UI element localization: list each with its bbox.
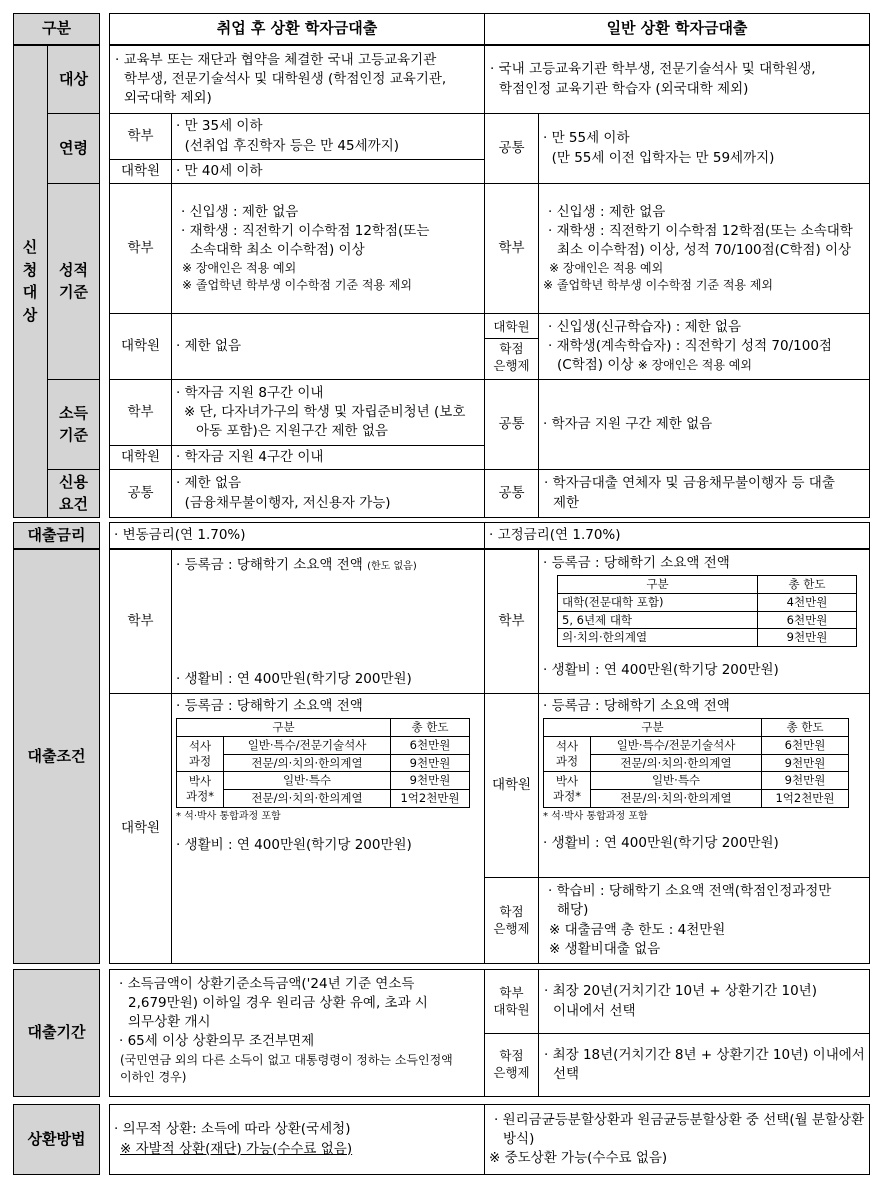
interest-a: · 변동금리(연 1.70%) bbox=[110, 523, 485, 549]
interest-block bbox=[13, 522, 870, 544]
interest-label: 대출금리 bbox=[14, 523, 100, 549]
cond-a-undergrad-living: · 생활비 : 연 400만원(학기당 200만원) bbox=[176, 670, 412, 687]
credit-label: 신용 요건 bbox=[48, 470, 100, 518]
grades-a-grad: · 제한 없음 bbox=[172, 314, 485, 380]
repayment-a: · 의무적 상환: 소득에 따라 상환(국세청) ※ 자발적 상환(재단) 가능(수수료 없음) bbox=[110, 1105, 485, 1175]
income-a-undergrad: · 학자금 지원 8구간 이내 ※ 단, 다자녀가구의 학생 및 자립준비청년 (보호 아동 포함)은 지원구간 제한 없음 bbox=[172, 380, 485, 446]
cond-a-grad-label: 대학원 bbox=[110, 694, 172, 964]
table-row: 5, 6년제 대학 6천만원 bbox=[558, 611, 857, 629]
cond-b-creditbank: · 학습비 : 당해학기 소요액 전액(학점인정과정만 해당) ※ 대출금액 총 한도 : 4천만원 ※ 생활비대출 없음 bbox=[539, 878, 870, 964]
credit-a-common-label: 공통 bbox=[110, 470, 172, 518]
table-row: 전문/의·치의·한의계열 1억2천만원 bbox=[177, 789, 470, 807]
grades-b-grad-labels: 대학원 학점 은행제 bbox=[485, 314, 539, 380]
grad-limit-table-b: 구분 총 한도 석사 과정 일반·특수/전문기술석사 6천만원 전문/의·치의·한의계열 9천만원 박사 과정* 일반·특수 9천만원 전문/의·치의·한의계열 1억2천만원 bbox=[543, 718, 849, 807]
income-a-grad: · 학자금 지원 4구간 이내 bbox=[172, 446, 485, 470]
table-row: 박사 과정* 일반·특수 9천만원 bbox=[177, 772, 470, 790]
conditions-block bbox=[13, 549, 870, 963]
income-grad-label: 대학원 bbox=[110, 446, 172, 470]
undergrad-limit-table: 구분 총 한도 대학(전문대학 포함) 4천만원 5, 6년제 대학 6천만원 의·치의·한의계열 9천만원 bbox=[557, 575, 857, 647]
cond-b-grad: · 등록금 : 당해학기 소요액 전액 구분 총 한도 석사 과정 일반·특수/전문기술석사 6천만원 전문/의·치의·한의계열 9천만원 박사 과정* 일반·특수 9천만원 전문/의·치의·한의계열 1억2천만원 * 석·박사 통합과정 포함 · 생활비 : 연 400만원(학기당 200만원) bbox=[539, 694, 870, 878]
interest-b: · 고정금리(연 1.70%) bbox=[485, 523, 870, 549]
age-b: · 만 55세 이하 (만 55세 이전 입학자는 만 59세까지) bbox=[539, 114, 870, 184]
credit-a: · 제한 없음 (금융채무불이행자, 저신용자 가능) bbox=[172, 470, 485, 518]
age-undergrad-label: 학부 bbox=[110, 114, 172, 160]
age-a-undergrad: · 만 35세 이하 (선취업 후진학자 등은 만 45세까지) bbox=[172, 114, 485, 160]
income-undergrad-label: 학부 bbox=[110, 380, 172, 446]
period-b-2: · 최장 18년(거치기간 8년 + 상환기간 10년) 이내에서 선택 bbox=[539, 1034, 870, 1097]
target-a: · 교육부 또는 재단과 협약을 체결한 국내 고등교육기관 학부생, 전문기술석사 및 대학원생 (학점인정 교육기관, 외국대학 제외) bbox=[110, 46, 485, 114]
cond-b-grad-label: 대학원 bbox=[485, 694, 539, 878]
period-a: · 소득금액이 상환기준소득금액('24년 기준 연소득 2,679만원) 이하일 경우 원리금 상환 유예, 초과 시 의무상환 개시 · 65세 이상 상환의무 조건부면제 (국민연금 외의 다른 소득이 없고 대통령령이 정하는 소득인정액 이하인 경우) bbox=[110, 970, 485, 1097]
target-b: · 국내 고등교육기관 학부생, 전문기술석사 및 대학원생, 학점인정 교육기관 학습자 (외국대학 제외) bbox=[485, 46, 870, 114]
table-row: 박사 과정* 일반·특수 9천만원 bbox=[544, 772, 849, 790]
period-label: 대출기간 bbox=[14, 970, 100, 1097]
repayment-b: · 원리금균등분할상환과 원금균등분할상환 중 선택(월 분할상환 방식) ※ 중도상환 가능(수수료 없음) bbox=[485, 1105, 870, 1175]
header-col-b: 일반 상환 학자금대출 bbox=[485, 14, 870, 45]
cond-b-creditbank-label: 학점 은행제 bbox=[485, 878, 539, 964]
table-row: 전문/의·치의·한의계열 9천만원 bbox=[177, 754, 470, 772]
cond-a-grad: · 등록금 : 당해학기 소요액 전액 구분 총 한도 석사 과정 일반·특수/전문기술석사 6천만원 전문/의·치의·한의계열 9천만원 박사 과정* 일반·특수 9천만원 전문/의·치의·한의계열 1억2천만원 * 석·박사 통합과정 포함 · 생활비 : 연 400만원(학기당 200만원) bbox=[172, 694, 485, 964]
credit-b: · 학자금대출 연체자 및 금융채무불이행자 등 대출 제한 bbox=[539, 470, 870, 518]
grades-b-grad: · 신입생(신규학습자) : 제한 없음 · 재학생(계속학습자) : 직전학기 성적 70/100점(C학점) 이상 ※ 장애인은 적용 예외 bbox=[539, 314, 870, 380]
cond-b-undergrad-label: 학부 bbox=[485, 550, 539, 694]
cond-a-undergrad-label: 학부 bbox=[110, 550, 172, 694]
age-common-label: 공통 bbox=[485, 114, 539, 184]
credit-b-common-label: 공통 bbox=[485, 470, 539, 518]
grades-undergrad-label: 학부 bbox=[110, 184, 172, 314]
header-col-a: 취업 후 상환 학자금대출 bbox=[110, 14, 485, 45]
table-row: 전문/의·치의·한의계열 1억2천만원 bbox=[544, 789, 849, 807]
target-label: 대상 bbox=[48, 46, 100, 114]
cond-b-undergrad: · 등록금 : 당해학기 소요액 전액 구분 총 한도 대학(전문대학 포함) 4천만원 5, 6년제 대학 6천만원 의·치의·한의계열 9천만원 · 생활비 : 연 400만원(학기당 200만원) bbox=[539, 550, 870, 694]
age-a-grad: · 만 40세 이하 bbox=[172, 160, 485, 184]
income-label: 소득 기준 bbox=[48, 380, 100, 470]
table-row: 석사 과정 일반·특수/전문기술석사 6천만원 bbox=[544, 736, 849, 754]
grades-grad-label: 대학원 bbox=[110, 314, 172, 380]
repayment-block bbox=[13, 1104, 870, 1175]
table-row: 의·치의·한의계열 9천만원 bbox=[558, 629, 857, 647]
table-row: 석사 과정 일반·특수/전문기술석사 6천만원 bbox=[177, 736, 470, 754]
grades-a-undergrad: · 신입생 : 제한 없음 · 재학생 : 직전학기 이수학점 12학점(또는 소속대학 최소 이수학점) 이상 ※ 장애인은 적용 예외 ※ 졸업학년 학부생 이수학점 기준 적용 제외 bbox=[172, 184, 485, 314]
conditions-label: 대출조건 bbox=[14, 550, 100, 964]
header-block bbox=[13, 13, 870, 45]
grades-b-undergrad-label: 학부 bbox=[485, 184, 539, 314]
period-block bbox=[13, 969, 870, 1096]
income-common-label: 공통 bbox=[485, 380, 539, 470]
grades-b-undergrad: · 신입생 : 제한 없음 · 재학생 : 직전학기 이수학점 12학점(또는 소속대학 최소 이수학점) 이상, 성적 70/100점(C학점) 이상 ※ 장애인은 적용 예외 ※ 졸업학년 학부생 이수학점 기준 적용 제외 bbox=[539, 184, 870, 314]
period-b-1: · 최장 20년(거치기간 10년 + 상환기간 10년) 이내에서 선택 bbox=[539, 970, 870, 1034]
header-category: 구분 bbox=[14, 14, 100, 45]
repayment-label: 상환방법 bbox=[14, 1105, 100, 1175]
age-label: 연령 bbox=[48, 114, 100, 184]
grad-limit-table-a: 구분 총 한도 석사 과정 일반·특수/전문기술석사 6천만원 전문/의·치의·한의계열 9천만원 박사 과정* 일반·특수 9천만원 전문/의·치의·한의계열 1억2천만원 bbox=[176, 718, 470, 807]
grades-label: 성적 기준 bbox=[48, 184, 100, 380]
age-grad-label: 대학원 bbox=[110, 160, 172, 184]
eligibility-block bbox=[13, 45, 870, 516]
income-b: · 학자금 지원 구간 제한 없음 bbox=[539, 380, 870, 470]
table-row: 대학(전문대학 포함) 4천만원 bbox=[558, 593, 857, 611]
period-b-label-2: 학점 은행제 bbox=[485, 1034, 539, 1097]
eligibility-group-label: 신 청 대 상 bbox=[14, 46, 48, 518]
cond-a-undergrad: · 등록금 : 당해학기 소요액 전액 (한도 없음) · 생활비 : 연 400만원(학기당 200만원) bbox=[172, 550, 485, 694]
period-b-label-1: 학부 대학원 bbox=[485, 970, 539, 1034]
table-row: 전문/의·치의·한의계열 9천만원 bbox=[544, 754, 849, 772]
